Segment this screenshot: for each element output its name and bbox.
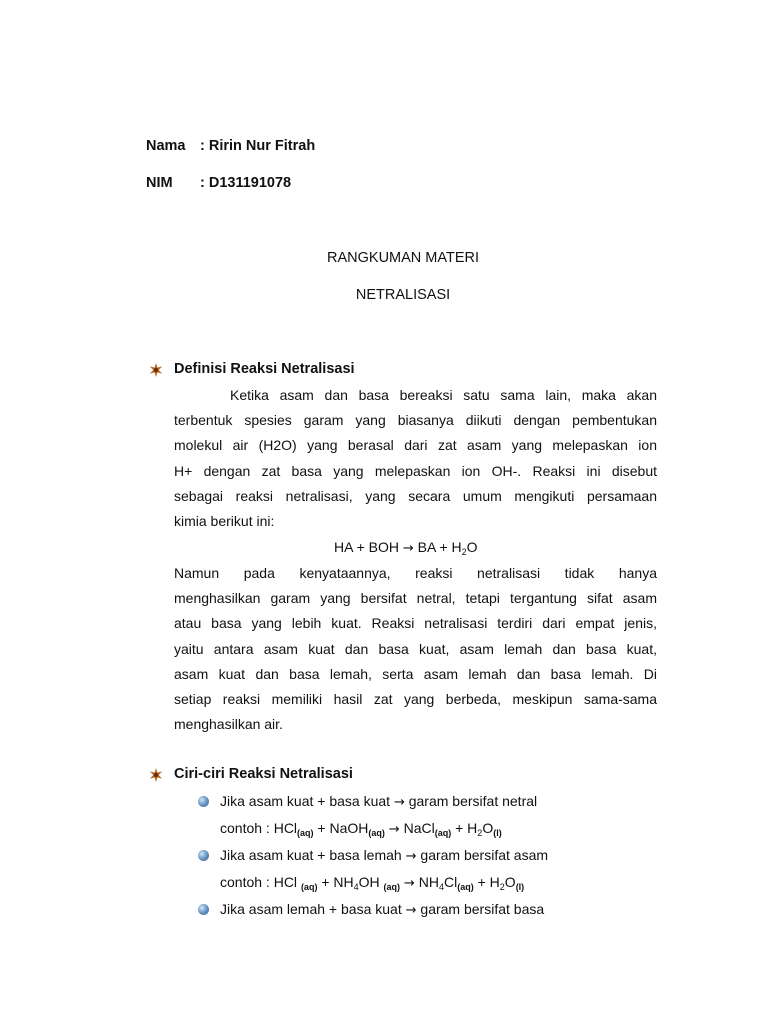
arrow-icon: → — [405, 903, 417, 918]
arrow-icon: → — [402, 541, 414, 556]
nim-label: NIM — [146, 175, 173, 191]
paragraph-line: H+ dengan zat basa yang melepaskan ion OH-. Reaksi ini disebut — [174, 462, 657, 479]
paragraph-line: molekul air (H2O) yang berasal dari zat asam yang melepaskan ion — [174, 437, 657, 454]
paragraph-line: Namun pada kenyataannya, reaksi netralisasi tidak hanya — [174, 565, 657, 581]
nim-value: : D131191078 — [200, 175, 292, 191]
bullet-item-asam: Jika asam kuat + basa lemah → garam bersifat asam — [220, 847, 549, 864]
document-subtitle: NETRALISASI — [355, 287, 451, 303]
section-heading-definisi: Definisi Reaksi Netralisasi — [174, 361, 355, 377]
star-bullet-icon — [149, 768, 163, 782]
example-netral: contoh : HCl$_{(aq)}$ + NaOH$_{(aq)}$ → NaCl$_{(aq)}$ + $H_2O_{(l)}$ — [220, 820, 502, 838]
paragraph-line: setiap reaksi memiliki hasil zat yang berbeda, meskipun sama-sama — [174, 690, 657, 707]
paragraph-line: terbentuk spesies garam yang biasanya diikuti dengan pembentukan — [174, 412, 657, 429]
nama-value: : Ririn Nur Fitrah — [200, 138, 316, 154]
paragraph-line: menghasilkan air. — [174, 716, 283, 733]
paragraph-line: menghasilkan garam yang bersifat netral, tetapi tergantung sifat asam — [174, 590, 657, 607]
round-bullet-icon — [198, 850, 209, 861]
round-bullet-icon — [198, 796, 209, 807]
nama-label: Nama — [146, 138, 186, 154]
arrow-icon: → — [388, 822, 400, 837]
paragraph-line: sebagai reaksi netralisasi, yang secara umum mengikuti persamaan — [174, 487, 657, 504]
paragraph-penjelasan — [174, 561, 657, 737]
paragraph-line: Ketika asam dan basa bereaksi satu sama lain, maka akan — [230, 387, 657, 403]
general-equation: HA + BOH → BA + $H_2O$ — [334, 539, 478, 557]
bullet-item-netral: Jika asam kuat + basa kuat → garam bersifat netral — [220, 793, 538, 810]
arrow-icon: → — [405, 849, 417, 864]
bullet-item-basa: Jika asam lemah + basa kuat → garam bersifat basa — [220, 901, 545, 918]
paragraph-definisi — [174, 383, 657, 534]
paragraph-line: asam kuat dan basa lemah, serta asam lemah dan basa lemah. Di — [174, 665, 657, 682]
arrow-icon: → — [403, 876, 415, 891]
document-title: RANGKUMAN MATERI — [327, 250, 479, 266]
arrow-icon: → — [393, 795, 405, 810]
paragraph-line: kimia berikut ini: — [174, 512, 275, 529]
paragraph-line: yaitu antara asam kuat dan basa kuat, asam lemah dan basa kuat, — [174, 640, 657, 657]
example-asam: contoh : HCl $_{(aq)} + NH_4OH$ $_{(aq)} \to NH_4Cl_{(aq)} + H_2O_{(l)}$ — [220, 874, 525, 892]
star-bullet-icon — [149, 363, 163, 377]
section-heading-ciri: Ciri-ciri Reaksi Netralisasi — [174, 766, 353, 782]
paragraph-line: atau basa yang lebih kuat. Reaksi netralisasi terdiri dari empat jenis, — [174, 615, 657, 632]
round-bullet-icon — [198, 904, 209, 915]
